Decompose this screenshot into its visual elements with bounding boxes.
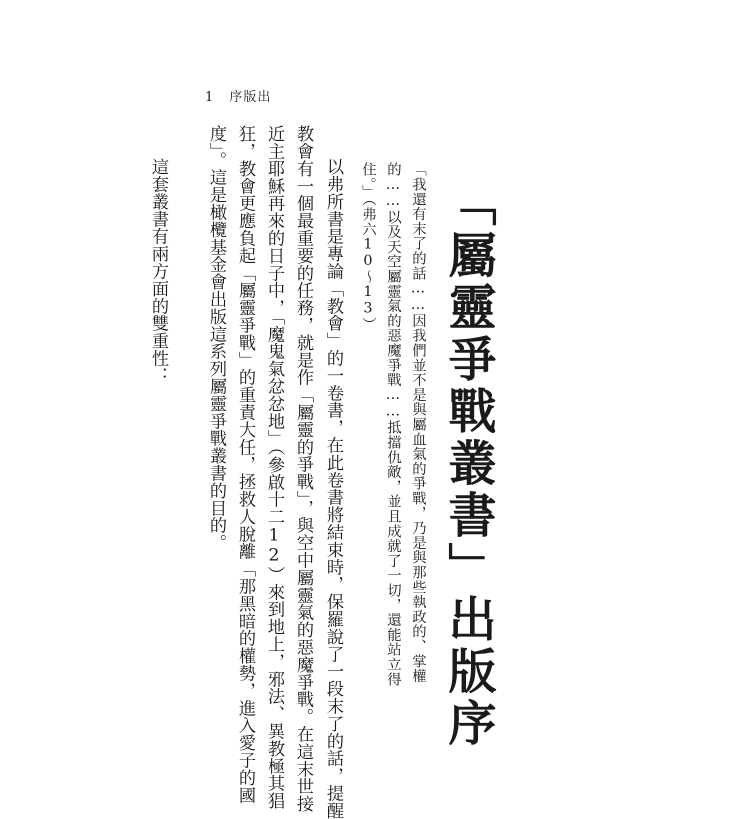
epigraph-line: 的……以及天空屬靈氣的惡魔爭戰……抵擋仇敵，並且成就了一切，還能站立得 <box>385 162 401 687</box>
epigraph-line: 住。」（弗六10～13） <box>360 162 376 332</box>
body-line: 以弗所書是專論「教會」的一卷書，在此卷書將結束時，保羅說了一段末了的話，提醒 <box>323 158 343 819</box>
body-line: 這套叢書有兩方面的雙重性： <box>148 158 168 385</box>
body-line: 度」。這是橄欖基金會出版這系列屬靈爭戰叢書的目的。 <box>206 125 226 552</box>
body-line: 狂，教會更應負起「屬靈爭戰」的重責大任，拯救人脫離「那黑暗的權勢，進入愛子的國 <box>235 125 255 804</box>
page-number: 1 <box>205 90 215 105</box>
body-line: 近主耶穌再來的日子中，「魔鬼氣忿忿地」（參啟十二12）來到地上，邪法、異教極其猖 <box>264 125 284 810</box>
chapter-title: 「屬靈爭戰叢書」出版序 <box>440 178 496 750</box>
body-line: 教會有一個最重要的任務，就是作「屬靈的爭戰」，與空中屬靈氣的惡魔爭戰。在這末世接 <box>293 125 313 813</box>
epigraph-line: 「我還有末了的話……因我們並不是與屬血氣的爭戰，乃是與那些執政的、掌權 <box>410 162 426 684</box>
running-title: 序版出 <box>229 90 272 105</box>
running-header <box>205 86 271 105</box>
